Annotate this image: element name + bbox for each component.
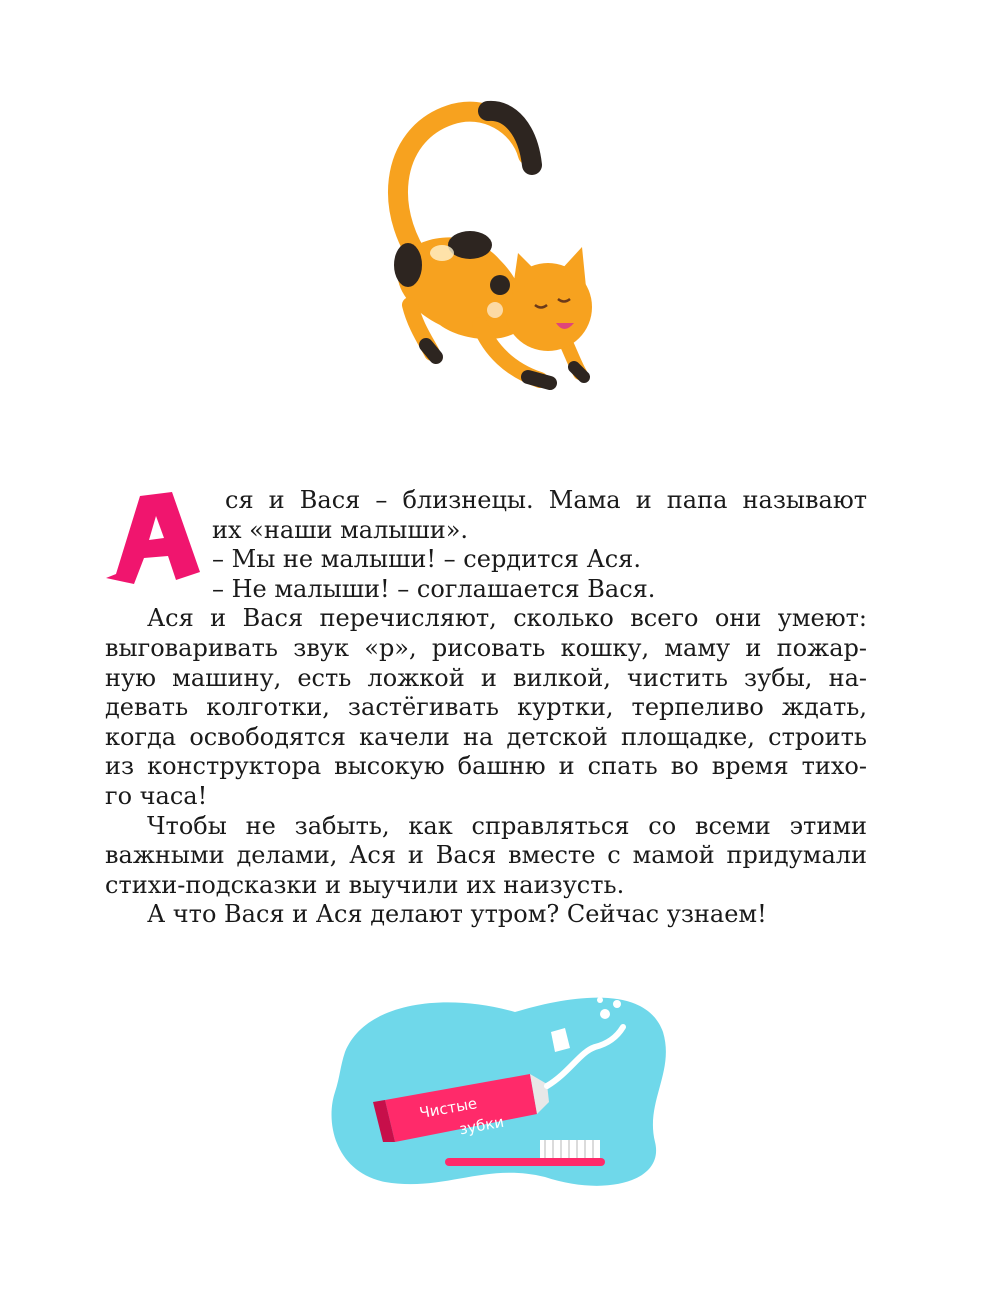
text-line: А что Вася и Ася делают утром? Сейчас узнаем! — [147, 900, 767, 929]
text-line: когда освободятся качели на детской площадке, строить — [105, 722, 867, 751]
toothpaste-illustration-icon — [325, 992, 670, 1192]
text-line: важными делами, Ася и Вася вместе с мамой придумали — [105, 841, 867, 870]
text-line: Чтобы не забыть, как справляться со всеми этими — [147, 811, 867, 840]
story-text — [105, 486, 867, 930]
text-line: девать колготки, застёгивать куртки, терпеливо ждать, — [105, 693, 867, 722]
text-line: го часа! — [105, 781, 208, 810]
text-line: их «наши малыши». — [212, 515, 469, 544]
tube-label-line: Чистые — [418, 1094, 479, 1123]
text-line: ся и Вася – близнецы. Мама и папа называют — [225, 486, 867, 514]
text-line: стихи-подсказки и выучили их наизусть. — [105, 870, 625, 899]
text-line: – Не малыши! – соглашается Вася. — [212, 574, 656, 603]
tube-label-line: зубки — [457, 1112, 506, 1139]
cat-illustration-icon — [370, 95, 610, 400]
text-line: выговаривать звук «р», рисовать кошку, маму и пожар- — [105, 633, 867, 662]
text-line: из конструктора высокую башню и спать во время тихо- — [105, 752, 867, 781]
text-line: – Мы не малыши! – сердится Ася. — [212, 545, 641, 574]
text-line: Ася и Вася перечисляют, сколько всего они умеют: — [147, 604, 867, 633]
text-line: ную машину, есть ложкой и вилкой, чистить зубы, на- — [105, 663, 867, 692]
